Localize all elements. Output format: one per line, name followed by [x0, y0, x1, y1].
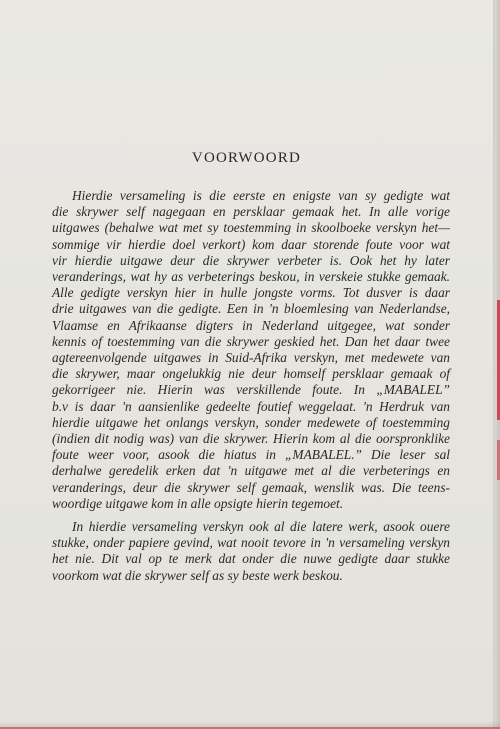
text-line: woordige uitgawe kom in alle opsigte hierin tegemoet.: [52, 495, 344, 511]
text-line: stukke, onder papiere gevind, wat nooit tevore in 'n versameling verskyn: [52, 535, 450, 551]
text-line: veranderings, deur die skrywer self gemaak, wenslik was. Die teens-: [52, 479, 450, 495]
paragraph-1: [52, 188, 450, 512]
text-line: voorkom wat die skrywer self as sy beste werk beskou.: [52, 567, 343, 583]
paragraph-2: [52, 519, 450, 584]
text-line: hierdie uitgawe het onlangs verskyn, sonder medewete of toestemming: [52, 414, 450, 430]
preface-body: [52, 188, 450, 584]
text-line: In hierdie versameling verskyn ook al die latere werk, asook ouere: [72, 519, 450, 535]
text-line: sommige vir hierdie doel verkort) kom daar storende foute voor wat: [52, 236, 450, 252]
text-line: uitgawes (behalwe wat met sy toestemming in skoolboeke verskyn het—: [52, 220, 450, 236]
page-title: VOORWOORD: [191, 150, 302, 166]
text-line: drie uitgawes van die gedigte. Een in 'n bloemlesing van Nederlandse,: [52, 301, 450, 317]
text-line: foute weer voor, asook die hiatus in „MABALEL.” Die leser sal: [52, 447, 450, 463]
text-line: (indien dit nodig was) van die skrywer. Hierin kom al die oorspronklike: [52, 431, 450, 447]
text-line: kennis of toestemming van die skrywer geskied het. Dan het daar twee: [52, 333, 450, 349]
text-line: die skrywer self nagegaan en persklaar gemaak het. In alle vorige: [52, 204, 450, 220]
text-line: die skrywer, maar ongelukkig nie deur homself persklaar gemaak of: [52, 366, 450, 382]
text-line: Alle gedigte verskyn hier in hulle jongste vorms. Tot dusver is daar: [52, 285, 450, 301]
text-line: veranderings, wat hy as verbeterings beskou, in verskeie stukke gemaak.: [52, 269, 450, 285]
text-line: het nie. Dit val op te merk dat onder die nuwe gedigte daar stukke: [52, 551, 450, 567]
page-edge: [493, 0, 500, 729]
text-line: vir hierdie uitgawe deur die skrywer verbeter is. Ook het hy later: [52, 252, 450, 268]
text-line: gekorrigeer nie. Hierin was verskillende foute. In „MABALEL”: [52, 382, 450, 398]
text-line: derhalwe geredelik erken dat 'n uitgawe met al die verbeterings en: [52, 463, 450, 479]
text-line: agtereenvolgende uitgawes in Suid-Afrika verskyn, met medewete van: [52, 350, 450, 366]
text-line: Vlaamse en Afrikaanse digters in Nederland uitgegee, wat sonder: [52, 317, 450, 333]
text-line: Hierdie versameling is die eerste en enigste van sy gedigte wat: [72, 188, 450, 203]
text-line: b.v is daar 'n aansienlike gedeelte foutief weggelaat. 'n Herdruk van: [52, 398, 450, 414]
